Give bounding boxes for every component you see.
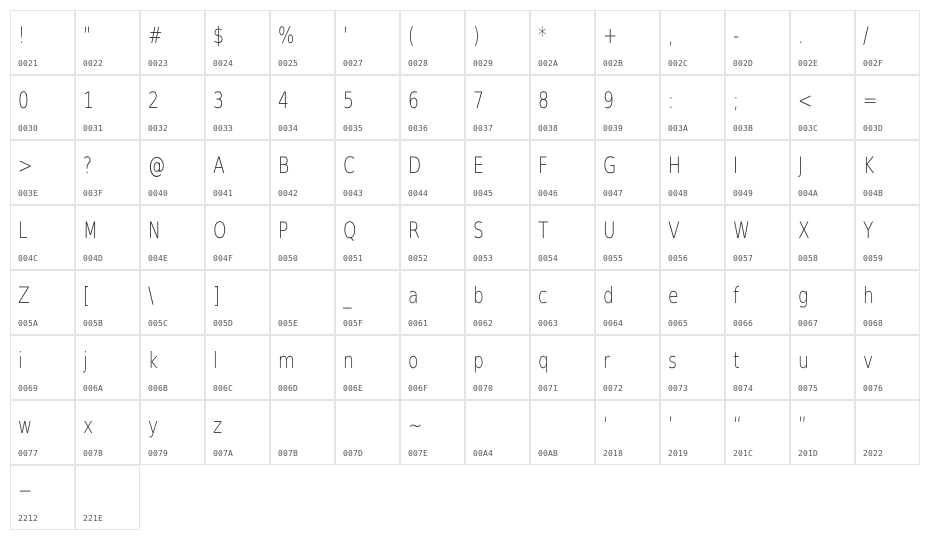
- glyph-character: H: [668, 154, 681, 179]
- glyph-codepoint-label: 004E: [148, 254, 169, 263]
- glyph-codepoint-label: 0041: [213, 189, 234, 198]
- glyph-character: R: [408, 219, 420, 244]
- glyph-codepoint-label: 0036: [408, 124, 429, 133]
- glyph-character: U: [603, 219, 616, 244]
- glyph-codepoint-label: 006C: [213, 384, 234, 393]
- glyph-codepoint-label: 0061: [408, 319, 429, 328]
- glyph-character: g: [798, 284, 809, 309]
- glyph-cell: [595, 400, 660, 465]
- glyph-codepoint-label: 006A: [83, 384, 104, 393]
- glyph-character: y: [148, 414, 159, 439]
- glyph-codepoint-label: 00AB: [538, 449, 559, 458]
- glyph-codepoint-label: 0033: [213, 124, 234, 133]
- glyph-codepoint-label: 0039: [603, 124, 624, 133]
- glyph-codepoint-label: 0058: [798, 254, 819, 263]
- glyph-cell: [530, 400, 595, 465]
- glyph-character: t: [733, 349, 740, 374]
- glyph-codepoint-label: 003F: [83, 189, 104, 198]
- glyph-cell: [660, 270, 725, 335]
- glyph-codepoint-label: 0048: [668, 189, 689, 198]
- glyph-cell: [140, 270, 205, 335]
- glyph-codepoint-label: 0055: [603, 254, 624, 263]
- glyph-character: −: [18, 479, 33, 504]
- glyph-character: W: [733, 219, 750, 244]
- glyph-codepoint-label: 0071: [538, 384, 559, 393]
- glyph-cell: [75, 10, 140, 75]
- glyph-cell: [595, 75, 660, 140]
- glyph-codepoint-label: 003A: [668, 124, 689, 133]
- glyph-codepoint-label: 0056: [668, 254, 689, 263]
- glyph-character: ": [83, 24, 91, 49]
- glyph-cell: [205, 140, 270, 205]
- glyph-cell: [140, 205, 205, 270]
- glyph-codepoint-label: 005D: [213, 319, 234, 328]
- glyph-character: l: [213, 349, 218, 374]
- glyph-cell: [270, 270, 335, 335]
- glyph-cell: [400, 270, 465, 335]
- glyph-codepoint-label: 0050: [278, 254, 299, 263]
- glyph-codepoint-label: 0022: [83, 59, 104, 68]
- glyph-cell: [75, 465, 140, 530]
- glyph-codepoint-label: 007E: [408, 449, 429, 458]
- glyph-cell: [660, 10, 725, 75]
- glyph-character: @: [148, 154, 166, 179]
- glyph-codepoint-label: 0077: [18, 449, 39, 458]
- glyph-codepoint-label: 0065: [668, 319, 689, 328]
- glyph-character: ’: [668, 414, 674, 439]
- glyph-character: D: [408, 154, 422, 179]
- glyph-codepoint-label: 003E: [18, 189, 39, 198]
- glyph-codepoint-label: 0078: [83, 449, 104, 458]
- glyph-character: >: [18, 154, 33, 179]
- glyph-codepoint-label: 005C: [148, 319, 169, 328]
- glyph-character: q: [538, 349, 549, 374]
- glyph-character: ‘: [603, 414, 609, 439]
- glyph-cell: [465, 10, 530, 75]
- glyph-character: P: [278, 219, 289, 244]
- glyph-codepoint-label: 005A: [18, 319, 39, 328]
- glyph-codepoint-label: 004A: [798, 189, 819, 198]
- glyph-character: -: [733, 24, 740, 49]
- glyph-codepoint-label: 201D: [798, 449, 819, 458]
- glyph-character: 3: [213, 89, 224, 114]
- glyph-cell: [75, 335, 140, 400]
- glyph-codepoint-label: 006F: [408, 384, 429, 393]
- glyph-codepoint-label: 0021: [18, 59, 39, 68]
- glyph-codepoint-label: 002E: [798, 59, 819, 68]
- glyph-character: c: [538, 284, 548, 309]
- glyph-codepoint-label: 004F: [213, 254, 234, 263]
- glyph-codepoint-label: 006E: [343, 384, 364, 393]
- glyph-cell: [10, 75, 75, 140]
- glyph-character: “: [733, 414, 742, 439]
- glyph-cell: [790, 335, 855, 400]
- glyph-codepoint-label: 0052: [408, 254, 429, 263]
- glyph-cell: [660, 140, 725, 205]
- glyph-cell: [335, 270, 400, 335]
- glyph-codepoint-label: 006B: [148, 384, 169, 393]
- glyph-codepoint-label: 0044: [408, 189, 429, 198]
- glyph-codepoint-label: 0028: [408, 59, 429, 68]
- glyph-codepoint-label: 0046: [538, 189, 559, 198]
- glyph-character: v: [863, 349, 874, 374]
- glyph-codepoint-label: 0032: [148, 124, 169, 133]
- glyph-character: J: [798, 154, 804, 179]
- glyph-codepoint-label: 0045: [473, 189, 494, 198]
- glyph-cell: [725, 75, 790, 140]
- glyph-cell: [530, 335, 595, 400]
- glyph-character: A: [213, 154, 225, 179]
- glyph-character: ;: [733, 89, 739, 114]
- glyph-character: 5: [343, 89, 354, 114]
- glyph-cell: [270, 335, 335, 400]
- glyph-cell: [790, 75, 855, 140]
- glyph-codepoint-label: 0043: [343, 189, 364, 198]
- glyph-cell: [400, 400, 465, 465]
- glyph-character: (: [408, 24, 415, 49]
- glyph-cell: [465, 270, 530, 335]
- glyph-character: T: [538, 219, 549, 244]
- glyph-character: z: [213, 414, 223, 439]
- glyph-cell: [140, 140, 205, 205]
- glyph-codepoint-label: 00A4: [473, 449, 494, 458]
- glyph-cell: [465, 205, 530, 270]
- glyph-character: 7: [473, 89, 484, 114]
- glyph-cell: [335, 140, 400, 205]
- glyph-character: +: [603, 24, 618, 49]
- glyph-character: S: [473, 219, 484, 244]
- glyph-cell: [595, 335, 660, 400]
- glyph-codepoint-label: 0075: [798, 384, 819, 393]
- glyph-codepoint-label: 0031: [83, 124, 104, 133]
- glyph-character: [: [83, 284, 90, 309]
- glyph-character: $: [213, 24, 224, 49]
- glyph-character: u: [798, 349, 809, 374]
- glyph-codepoint-label: 0051: [343, 254, 364, 263]
- glyph-cell: [595, 205, 660, 270]
- glyph-cell: [270, 205, 335, 270]
- glyph-cell: [855, 270, 920, 335]
- glyph-character: b: [473, 284, 484, 309]
- glyph-character: ': [343, 24, 348, 49]
- glyph-character: ?: [83, 154, 93, 179]
- glyph-codepoint-label: 201C: [733, 449, 754, 458]
- glyph-codepoint-label: 003C: [798, 124, 819, 133]
- glyph-codepoint-label: 003B: [733, 124, 754, 133]
- glyph-character: i: [18, 349, 23, 374]
- glyph-character: =: [863, 89, 878, 114]
- glyph-character: w: [18, 414, 33, 439]
- glyph-character: d: [603, 284, 614, 309]
- glyph-cell: [530, 140, 595, 205]
- glyph-codepoint-label: 2019: [668, 449, 689, 458]
- glyph-codepoint-label: 0068: [863, 319, 884, 328]
- glyph-codepoint-label: 0057: [733, 254, 754, 263]
- glyph-character: 0: [18, 89, 29, 114]
- glyph-cell: [10, 335, 75, 400]
- glyph-character: 1: [83, 89, 94, 114]
- glyph-cell: [790, 270, 855, 335]
- glyph-cell: [465, 140, 530, 205]
- glyph-character: f: [733, 284, 740, 309]
- glyph-codepoint-label: 0027: [343, 59, 364, 68]
- glyph-codepoint-label: 0073: [668, 384, 689, 393]
- glyph-character: I: [733, 154, 739, 179]
- glyph-codepoint-label: 0070: [473, 384, 494, 393]
- glyph-cell: [270, 10, 335, 75]
- glyph-cell: [530, 75, 595, 140]
- glyph-cell: [205, 10, 270, 75]
- glyph-cell: [140, 400, 205, 465]
- glyph-character: %: [278, 24, 295, 49]
- glyph-character: L: [18, 219, 28, 244]
- glyph-character: #: [148, 24, 163, 49]
- glyph-codepoint-label: 005B: [83, 319, 104, 328]
- glyph-cell: [855, 400, 920, 465]
- glyph-codepoint-label: 0030: [18, 124, 39, 133]
- glyph-character: 2: [148, 89, 159, 114]
- glyph-cell: [725, 270, 790, 335]
- glyph-grid: [10, 10, 920, 530]
- glyph-codepoint-label: 003D: [863, 124, 884, 133]
- glyph-character: O: [213, 219, 227, 244]
- glyph-codepoint-label: 0062: [473, 319, 494, 328]
- glyph-character: !: [18, 24, 25, 49]
- glyph-cell: [855, 335, 920, 400]
- glyph-character: Y: [863, 219, 874, 244]
- glyph-codepoint-label: 0069: [18, 384, 39, 393]
- glyph-character: Z: [18, 284, 30, 309]
- glyph-cell: [270, 140, 335, 205]
- glyph-cell: [790, 10, 855, 75]
- glyph-cell: [660, 75, 725, 140]
- glyph-cell: [790, 205, 855, 270]
- glyph-codepoint-label: 0053: [473, 254, 494, 263]
- glyph-cell: [10, 465, 75, 530]
- glyph-cell: [270, 75, 335, 140]
- glyph-cell: [270, 400, 335, 465]
- glyph-codepoint-label: 0035: [343, 124, 364, 133]
- glyph-cell: [140, 10, 205, 75]
- glyph-cell: [75, 400, 140, 465]
- glyph-cell: [465, 335, 530, 400]
- glyph-codepoint-label: 0038: [538, 124, 559, 133]
- glyph-character: h: [863, 284, 874, 309]
- glyph-cell: [790, 140, 855, 205]
- glyph-codepoint-label: 0079: [148, 449, 169, 458]
- glyph-character: n: [343, 349, 354, 374]
- glyph-character: 8: [538, 89, 549, 114]
- glyph-codepoint-label: 004C: [18, 254, 39, 263]
- glyph-character: X: [798, 219, 810, 244]
- glyph-cell: [725, 10, 790, 75]
- glyph-codepoint-label: 002B: [603, 59, 624, 68]
- glyph-codepoint-label: 002D: [733, 59, 754, 68]
- glyph-codepoint-label: 0025: [278, 59, 299, 68]
- glyph-codepoint-label: 0067: [798, 319, 819, 328]
- glyph-character: V: [668, 219, 680, 244]
- glyph-character: B: [278, 154, 290, 179]
- glyph-character: M: [83, 219, 98, 244]
- glyph-character: Q: [343, 219, 357, 244]
- glyph-codepoint-label: 0040: [148, 189, 169, 198]
- glyph-character: j: [83, 349, 88, 374]
- glyph-cell: [205, 75, 270, 140]
- glyph-character: r: [603, 349, 611, 374]
- glyph-codepoint-label: 2018: [603, 449, 624, 458]
- glyph-codepoint-label: 0076: [863, 384, 884, 393]
- glyph-cell: [595, 10, 660, 75]
- glyph-character: /: [863, 24, 869, 49]
- glyph-cell: [660, 400, 725, 465]
- glyph-codepoint-label: 0049: [733, 189, 754, 198]
- glyph-cell: [530, 10, 595, 75]
- glyph-cell: [205, 205, 270, 270]
- glyph-codepoint-label: 0066: [733, 319, 754, 328]
- glyph-character: m: [278, 349, 295, 374]
- glyph-cell: [855, 140, 920, 205]
- glyph-character: \: [148, 284, 154, 309]
- glyph-character: ]: [213, 284, 220, 309]
- glyph-character: G: [603, 154, 617, 179]
- glyph-codepoint-label: 006D: [278, 384, 299, 393]
- glyph-character: *: [538, 24, 547, 49]
- glyph-codepoint-label: 2022: [863, 449, 884, 458]
- glyph-cell: [790, 400, 855, 465]
- glyph-cell: [595, 270, 660, 335]
- glyph-codepoint-label: 0037: [473, 124, 494, 133]
- glyph-cell: [855, 75, 920, 140]
- glyph-cell: [205, 400, 270, 465]
- glyph-codepoint-label: 004D: [83, 254, 104, 263]
- glyph-codepoint-label: 0072: [603, 384, 624, 393]
- glyph-codepoint-label: 0042: [278, 189, 299, 198]
- glyph-codepoint-label: 2212: [18, 514, 39, 523]
- glyph-codepoint-label: 007A: [213, 449, 234, 458]
- glyph-cell: [400, 10, 465, 75]
- glyph-cell: [10, 205, 75, 270]
- glyph-codepoint-label: 0074: [733, 384, 754, 393]
- glyph-codepoint-label: 0047: [603, 189, 624, 198]
- glyph-character: E: [473, 154, 484, 179]
- glyph-character: F: [538, 154, 548, 179]
- glyph-character: ”: [798, 414, 807, 439]
- glyph-character: K: [863, 154, 875, 179]
- glyph-cell: [400, 140, 465, 205]
- glyph-codepoint-label: 0059: [863, 254, 884, 263]
- glyph-codepoint-label: 0034: [278, 124, 299, 133]
- glyph-codepoint-label: 0024: [213, 59, 234, 68]
- glyph-cell: [140, 335, 205, 400]
- glyph-codepoint-label: 002C: [668, 59, 689, 68]
- glyph-codepoint-label: 0023: [148, 59, 169, 68]
- glyph-character: 6: [408, 89, 419, 114]
- glyph-character: k: [148, 349, 158, 374]
- glyph-cell: [75, 140, 140, 205]
- glyph-codepoint-label: 004B: [863, 189, 884, 198]
- glyph-cell: [205, 335, 270, 400]
- glyph-character: o: [408, 349, 419, 374]
- glyph-cell: [75, 75, 140, 140]
- glyph-codepoint-label: 005E: [278, 319, 299, 328]
- glyph-character: :: [668, 89, 674, 114]
- glyph-cell: [660, 335, 725, 400]
- glyph-cell: [725, 205, 790, 270]
- glyph-cell: [335, 400, 400, 465]
- glyph-cell: [400, 205, 465, 270]
- glyph-codepoint-label: 221E: [83, 514, 104, 523]
- glyph-character: x: [83, 414, 94, 439]
- glyph-cell: [725, 140, 790, 205]
- glyph-character: a: [408, 284, 419, 309]
- glyph-cell: [335, 10, 400, 75]
- glyph-cell: [855, 10, 920, 75]
- glyph-character: _: [343, 284, 352, 309]
- glyph-cell: [75, 205, 140, 270]
- glyph-codepoint-label: 007B: [278, 449, 299, 458]
- glyph-character: ): [473, 24, 480, 49]
- glyph-cell: [10, 10, 75, 75]
- glyph-cell: [595, 140, 660, 205]
- glyph-cell: [855, 205, 920, 270]
- glyph-cell: [335, 335, 400, 400]
- glyph-character: C: [343, 154, 355, 179]
- glyph-codepoint-label: 002A: [538, 59, 559, 68]
- glyph-cell: [530, 205, 595, 270]
- glyph-cell: [335, 205, 400, 270]
- glyph-codepoint-label: 0029: [473, 59, 494, 68]
- glyph-codepoint-label: 0063: [538, 319, 559, 328]
- glyph-cell: [400, 75, 465, 140]
- glyph-character: 9: [603, 89, 614, 114]
- glyph-cell: [10, 140, 75, 205]
- glyph-cell: [465, 75, 530, 140]
- glyph-cell: [335, 75, 400, 140]
- glyph-character: N: [148, 219, 161, 244]
- glyph-codepoint-label: 0064: [603, 319, 624, 328]
- glyph-character: s: [668, 349, 677, 374]
- glyph-character: ~: [408, 414, 423, 439]
- glyph-character: .: [798, 24, 804, 49]
- glyph-cell: [465, 400, 530, 465]
- glyph-cell: [205, 270, 270, 335]
- glyph-character: e: [668, 284, 679, 309]
- glyph-codepoint-label: 005F: [343, 319, 364, 328]
- glyph-cell: [140, 75, 205, 140]
- glyph-codepoint-label: 007D: [343, 449, 364, 458]
- glyph-cell: [10, 270, 75, 335]
- glyph-character: <: [798, 89, 813, 114]
- glyph-cell: [660, 205, 725, 270]
- glyph-codepoint-label: 0054: [538, 254, 559, 263]
- glyph-cell: [725, 335, 790, 400]
- glyph-cell: [530, 270, 595, 335]
- glyph-character: p: [473, 349, 484, 374]
- glyph-codepoint-label: 002F: [863, 59, 884, 68]
- glyph-cell: [10, 400, 75, 465]
- glyph-cell: [75, 270, 140, 335]
- glyph-cell: [725, 400, 790, 465]
- glyph-character: ,: [668, 24, 674, 49]
- glyph-cell: [400, 335, 465, 400]
- glyph-character: 4: [278, 89, 289, 114]
